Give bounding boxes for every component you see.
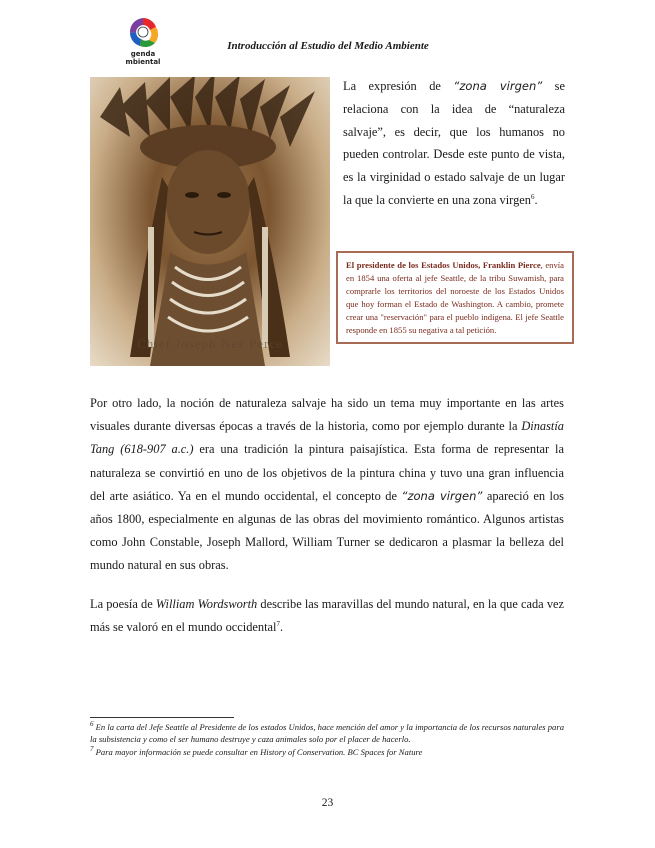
footnote-divider (90, 717, 234, 718)
photo-caption: Chief Joseph Nez Perce (137, 336, 283, 351)
p2-end: . (280, 620, 284, 635)
footnotes (90, 721, 564, 758)
p2-wordsworth: William Wordsworth (155, 597, 258, 611)
page-number: 23 (321, 797, 334, 809)
footnote-7-text: Para mayor información se puede consultar en History of Conservation. BC Spaces for Nature (93, 746, 423, 757)
header-title: Introducción al Estudio del Medio Ambiente (227, 40, 429, 52)
p1-dinastia: Dinastía Tang (618-907 a.c.) (90, 419, 564, 457)
note-text: , envía en 1854 una oferta al jefe Seattle, de la tribu Suwamish, para comprarle los territorios del noroeste de los Estados Unidos que hoy forman el Estado de Washington. A cambio, promete crear una "reservación" para el pueblo indígena. El jefe Seattle responde en 1855 su negativa a tal petición. (346, 260, 564, 335)
paragraph-wordsworth (90, 593, 564, 639)
footnote-6-text: En la carta del Jefe Seattle al Presidente de los estados Unidos, hace mención del amor y la importancia de los recursos naturales para la subsistencia y como el ser humano destruye y caza animales solo por el placer de hacerlo. (90, 722, 564, 745)
intro-paragraph (343, 75, 565, 212)
svg-text:mbiental: mbiental (125, 58, 161, 66)
intro-end: . (534, 192, 538, 207)
agenda-ambiental-logo (118, 14, 168, 66)
p1-text-end: apareció en los años 1800, especialmente en algunas de las obras del movimiento romántico. Algunos artistas como John Constable, Joseph Mallord, William Turner se dedicaron a plasmar la belleza del mundo natural en sus obras. (90, 488, 564, 573)
paragraph-dinastia (90, 392, 564, 578)
sidebar-note (336, 251, 574, 344)
intro-text-cont: se relaciona con la idea de “naturaleza salvaje”, es decir, que los humanos no pueden controlar. Desde este punto de vista, es la virginidad o estado salvaje de un lugar la que la convierte en una zona virgen (343, 79, 566, 207)
footnote-7-num: 7 (90, 744, 94, 753)
footnote-ref-6[interactable]: 6 (530, 192, 535, 201)
footnote-6 (90, 721, 564, 746)
note-bold: El presidente de los Estados Unidos, Franklin Pierce (346, 260, 541, 270)
footnote-ref-7[interactable]: 7 (276, 620, 280, 629)
footnote-7 (90, 746, 564, 758)
intro-zona-virgen: “zona virgen” (453, 79, 543, 93)
footnote-6-num: 6 (90, 720, 94, 729)
p2-text: La poesía de (90, 597, 156, 611)
p1-text-cont: era una tradición la pintura paisajística. Esta forma de representar la naturaleza se convirtió en uno de los objetivos de la pintura china y tuvo una gran influencia del arte asiático. Ya en el mundo occidental, el concepto de (90, 442, 564, 503)
intro-text: La expresión de (343, 79, 454, 93)
svg-text:genda: genda (130, 50, 156, 58)
p1-zona-virgen: “zona virgen” (401, 488, 483, 503)
p1-text: Por otro lado, la noción de naturaleza salvaje ha sido un tema muy importante en las artes visuales durante diversas épocas a través de la historia, como por ejemplo durante la (90, 396, 564, 434)
headdress-icon (90, 77, 330, 366)
p2-text-cont: describe las maravillas del mundo natural, en la que cada vez más se valoró en el mundo occidental (90, 597, 565, 635)
native-chief-portrait (90, 77, 330, 366)
